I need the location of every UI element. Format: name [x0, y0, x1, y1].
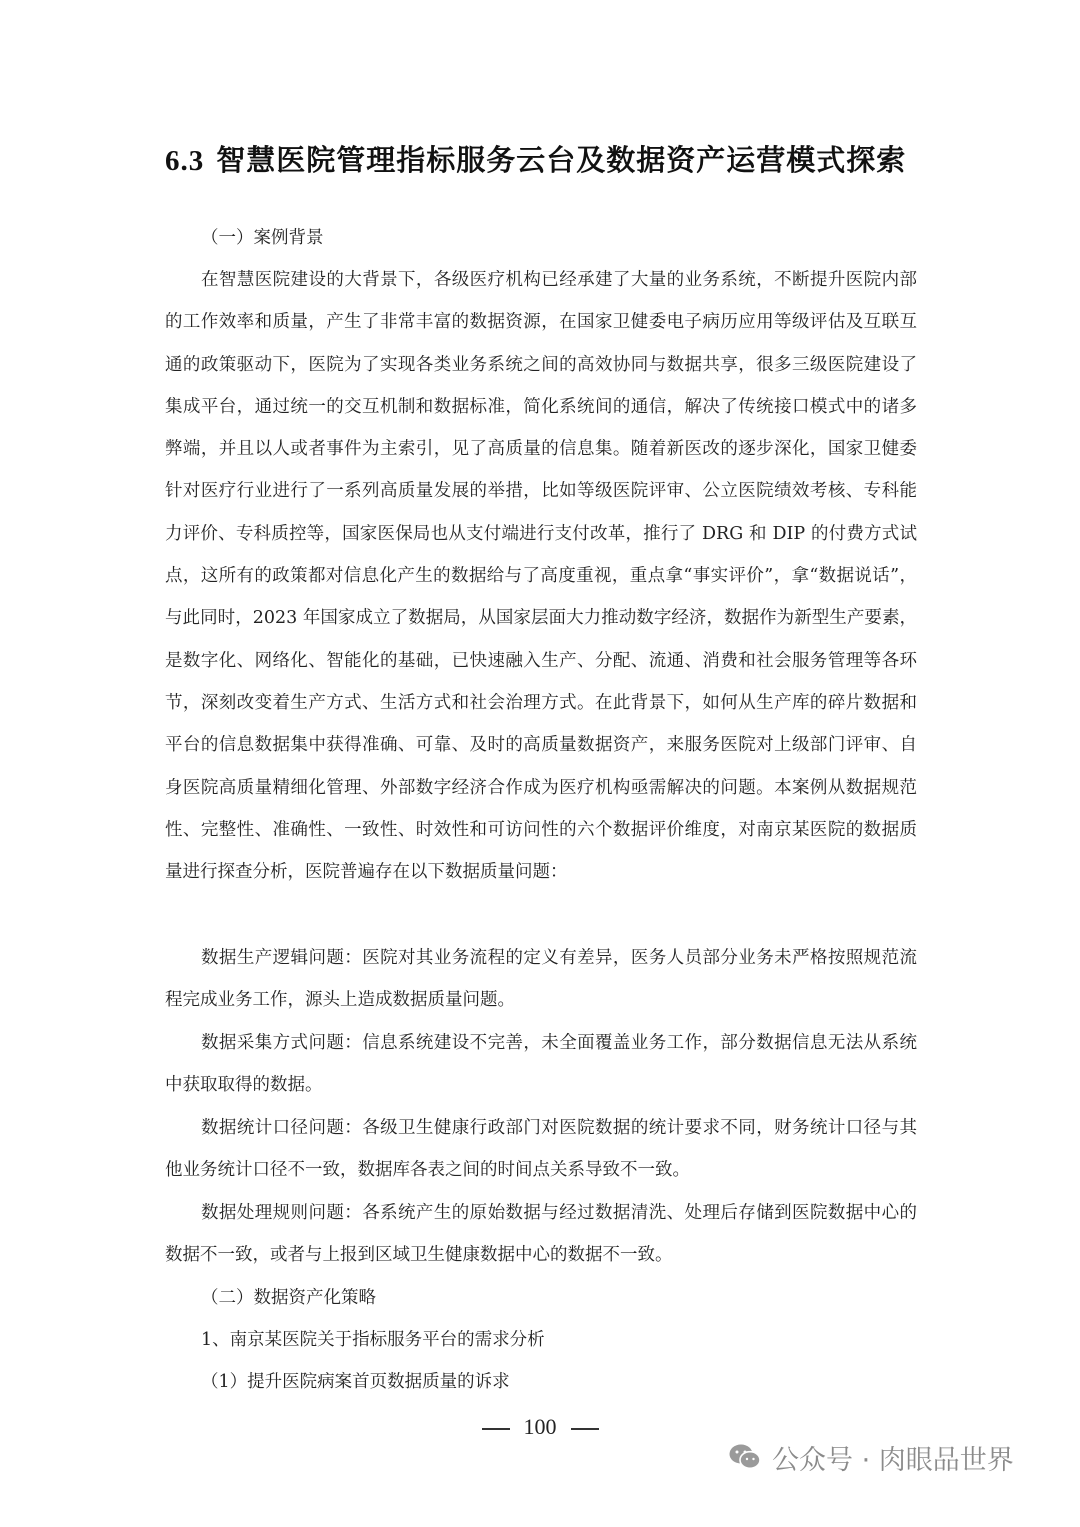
page-number-dash-right: [571, 1428, 599, 1430]
background-paragraph: 在智慧医院建设的大背景下，各级医疗机构已经承建了大量的业务系统，不断提升医院内部的工作效率和质量，产生了非常丰富的数据资源，在国家卫健委电子病历应用等级评估及互联互通的政策驱动下，医院为了实现各类业务系统之间的高效协同与数据共享，很多三级医院建设了集成平台，通过统一的交互机制和数据标准，简化系统间的通信，解决了传统接口模式中的诸多弊端，并且以人或者事件为主索引，见了高质量的信息集。随着新医改的逐步深化，国家卫健委针对医疗行业进行了一系列高质量发展的举措，比如等级医院评审、公立医院绩效考核、专科能力评价、专科质控等，国家医保局也从支付端进行支付改革，推行了 DRG 和 DIP 的付费方式试点，这所有的政策都对信息化产生的数据给与了高度重视，重点拿“事实评价”，拿“数据说话”，与此同时，2023 年国家成立了数据局，从国家层面大力推动数字经济，数据作为新型生产要素，是数字化、网络化、智能化的基础，已快速融入生产、分配、流通、消费和社会服务管理等各环节，深刻改变着生产方式、生活方式和社会治理方式。在此背景下，如何从生产库的碎片数据和平台的信息数据集中获得准确、可靠、及时的高质量数据资产，来服务医院对上级部门评审、自身医院高质量精细化管理、外部数字经济合作成为医疗机构亟需解决的问题。本案例从数据规范性、完整性、准确性、一致性、时效性和可访问性的六个数据评价维度，对南京某医院的数据质量进行探查分析，医院普遍存在以下数据质量问题：: [165, 270, 917, 883]
section-title: [165, 138, 965, 179]
issue-paragraph-production: 数据生产逻辑问题：医院对其业务流程的定义有差异，医务人员部分业务未严格按照规范流程完成业务工作，源头上造成数据质量问题。: [165, 948, 917, 1011]
issue-paragraph-statistics: 数据统计口径问题：各级卫生健康行政部门对医院数据的统计要求不同，财务统计口径与其他业务统计口径不一致，数据库各表之间的时间点关系导致不一致。: [165, 1118, 917, 1181]
page-number-value: 100: [523, 1414, 557, 1439]
issue-paragraph-processing: 数据处理规则问题：各系统产生的原始数据与经过数据清洗、处理后存储到医院数据中心的数据不一致，或者与上报到区域卫生健康数据中心的数据不一致。: [165, 1203, 917, 1266]
section-number: 6.3: [165, 145, 205, 177]
watermark-text: 公众号 · 肉眼品世界: [772, 1444, 1014, 1476]
section-title-text: 智慧医院管理指标服务云台及数据资产运营模式探索: [216, 143, 907, 177]
strategy-subheading: 1、南京某医院关于指标服务平台的需求分析: [201, 1330, 545, 1350]
strategy-item: （1）提升医院病案首页数据质量的诉求: [201, 1372, 510, 1392]
wechat-icon: [728, 1442, 762, 1472]
page-number-dash-left: [482, 1428, 510, 1430]
case-background-heading: （一）案例背景: [201, 228, 324, 248]
issue-paragraph-collection: 数据采集方式问题：信息系统建设不完善，未全面覆盖业务工作，部分数据信息无法从系统中获取取得的数据。: [165, 1033, 917, 1096]
strategy-heading: （二）数据资产化策略: [201, 1288, 376, 1308]
watermark: [728, 1430, 1014, 1484]
